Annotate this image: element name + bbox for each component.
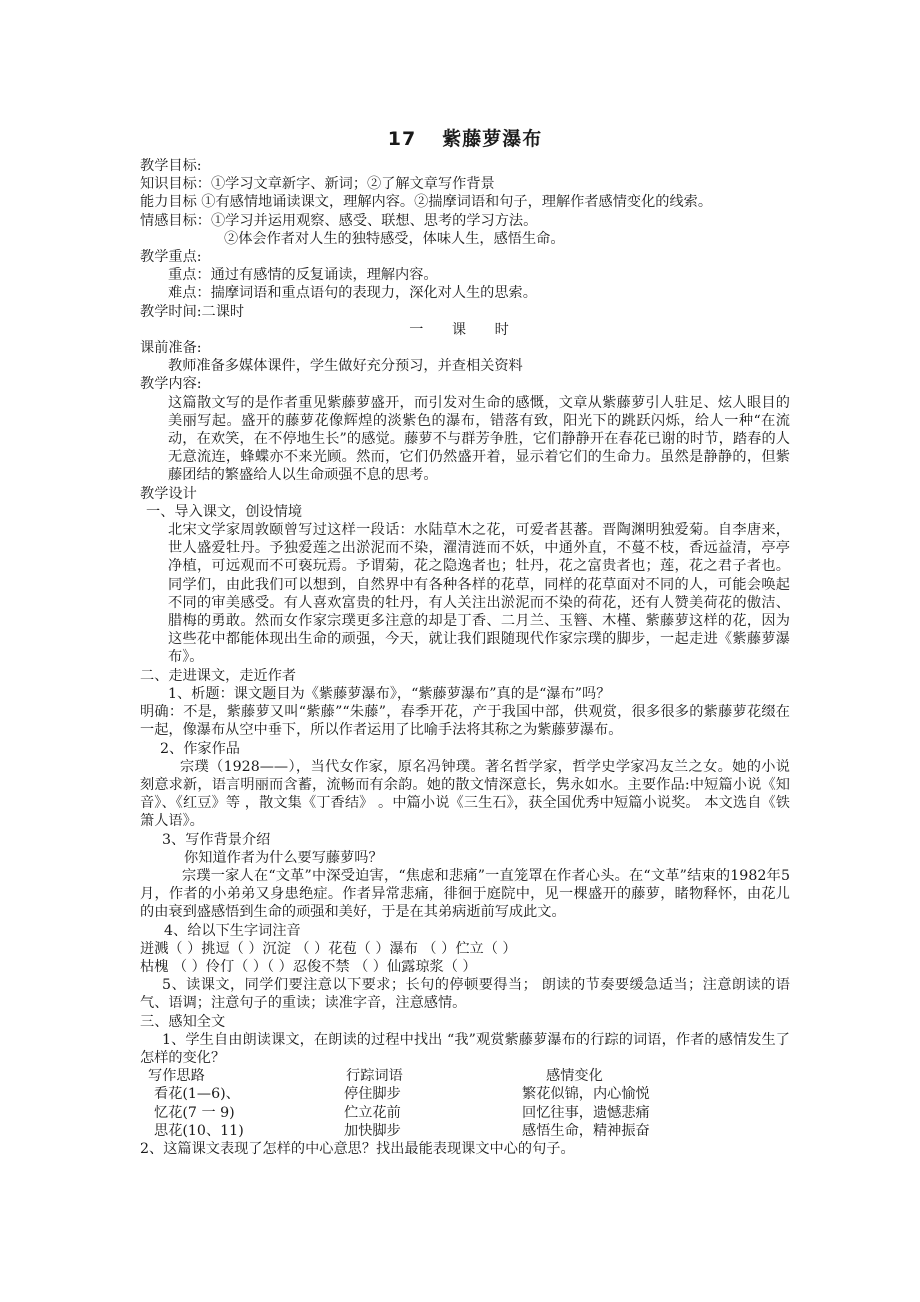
table-cell: 感悟生命，精神振奋 xyxy=(522,1122,650,1139)
content-paragraph: 这篇散文写的是作者重见紫藤萝盛开，而引发对生命的感慨，文章从紫藤萝引人驻足、炫人眼目的美丽写起。盛开的藤萝花像辉煌的淡紫色的瀑布，错落有致，阳光下的跳跃闪烁，给人一种“在流动，在欢笑，在不停地生长”的感觉。藤萝不与群芳争胜，它们静静开在春花已谢的时节，踏春的人无意流连，蜂蝶亦不来光顾。然而，它们仍然盛开着，显示着它们的生命力。虽然是静静的，但紫藤团结的繁盛给人以生命顽强不息的思考。 xyxy=(168,394,790,484)
design-heading: 教学设计 xyxy=(140,485,197,502)
goal-ability: 能力目标 ①有感情地诵读课文，理解内容。②揣摩词语和句子，理解作者感情变化的线索。 xyxy=(140,194,713,211)
section-2-question-4: 4、给以下生字词注音 xyxy=(164,922,301,939)
teaching-time: 教学时间:二课时 xyxy=(140,303,245,320)
title-number: 17 xyxy=(387,128,417,150)
focus-heading: 教学重点: xyxy=(140,249,202,266)
content-heading: 教学内容: xyxy=(140,376,202,393)
table-cell: 繁花似锦，内心愉悦 xyxy=(522,1086,650,1103)
section-2-question-5: 5、读课文，同学们要注意以下要求；长句的停顿要得当； 朗读的节奏要缓急适当；注意朗读的语气、语调；注意句子的重读；读准字音，注意感情。 xyxy=(140,977,790,1012)
table-cell: 加快脚步 xyxy=(344,1122,401,1139)
table-header-cell: 行踪词语 xyxy=(346,1068,403,1085)
table-cell: 思花(10、11) xyxy=(154,1122,244,1139)
goal-knowledge: 知识目标：①学习文章新字、新词；②了解文章写作背景 xyxy=(140,176,495,193)
vocab-line-2: 枯槐 （ ）伶仃（ ）（ ）忍俊不禁 （ ）仙露琼浆（ ） xyxy=(140,958,477,975)
table-cell: 看花(1—6)、 xyxy=(154,1086,240,1103)
goals-heading: 教学目标: xyxy=(140,158,202,174)
goal-emotion-1: 情感目标：①学习并运用观察、感受、联想、思考的学习方法。 xyxy=(140,212,538,229)
section-2-question-3: 3、写作背景介绍 xyxy=(162,831,271,848)
section-3-question-2: 2、这篇课文表现了怎样的中心意思？找出最能表现课文中心的句子。 xyxy=(140,1140,575,1157)
section-2-answer-2: 宗璞（1928——），当代女作家，原名冯钟璞。著名哲学家，哲学史学家冯友兰之女。她的小说刻意求新，语言明丽而含蓄，流畅而有余韵。她的散文情深意长，隽永如水。主要作品:中短篇小说《知音》、《红豆》等 ，散文集《丁香结》 。中篇小说《三生石》，获全国优秀中短篇小说奖。 本文选自《铁箫人语》。 xyxy=(140,758,790,830)
table-header-cell: 感情变化 xyxy=(546,1068,603,1085)
title-text: 紫藤萝瀑布 xyxy=(442,128,543,150)
table-row xyxy=(140,1122,790,1140)
focus-difficult: 难点：揣摩词语和重点语句的表现力，深化对人生的思索。 xyxy=(168,285,537,302)
vocab-line-1: 迸溅（ ）挑逗（ ）沉淀 （ ）花苞（ ）瀑布 （ ）伫立（ ） xyxy=(140,940,517,957)
section-2-answer-3: 宗璞一家人在“文革”中深受迫害，“焦虑和悲痛”一直笼罩在作者心头。在“文革”结束的1982年5月，作者的小弟弟又身患绝症。作者异常悲痛，徘徊于庭院中，见一棵盛开的藤萝，睹物释怀，由花儿的由衰到盛感悟到生命的顽强和美好，于是在其弟病逝前写成此文。 xyxy=(140,867,790,921)
table-cell: 回忆往事，遗憾悲痛 xyxy=(522,1104,650,1121)
goal-emotion-2: ②体会作者对人生的独特感受，体味人生，感悟生命。 xyxy=(224,230,565,247)
table-header-cell: 写作思路 xyxy=(148,1068,205,1085)
section-1-paragraph: 北宋文学家周敦颐曾写过这样一段话：水陆草木之花，可爱者甚蕃。晋陶渊明独爱菊。自李唐来，世人盛爱牡丹。予独爱莲之出淤泥而不染，濯清涟而不妖，中通外直，不蔓不枝，香远益清，亭亭净植，可远观而不可亵玩焉。予谓菊，花之隐逸者也；牡丹，花之富贵者也；莲，花之君子者也。同学们，由此我们可以想到，自然界中有各种各样的花草，同样的花草面对不同的人，可能会唤起不同的审美感受。有人喜欢富贵的牡丹，有人关注出淤泥而不染的荷花，还有人赞美荷花的傲洁、腊梅的勇敢。然而女作家宗璞更多注意的却是丁香、二月兰、玉簪、木槿、紫藤萝这样的花，因为这些花中都能体现出生命的顽强，今天，就让我们跟随现代作家宗璞的脚步，一起走进《紫藤萝瀑布》。 xyxy=(168,522,790,666)
section-2-answer-1: 明确：不是，紫藤萝又叫“紫藤”“朱藤”，春季开花，产于我国中部，供观赏，很多很多的紫藤萝花缀在一起，像瀑布从空中垂下，所以作者运用了比喻手法将其称之为紫藤萝瀑布。 xyxy=(140,704,790,739)
prep-heading: 课前准备: xyxy=(140,340,202,357)
table-cell: 忆花(7 一 9) xyxy=(154,1104,235,1121)
section-2-question-3-ask: 你知道作者为什么要写藤萝吗？ xyxy=(184,849,383,866)
section-3-heading: 三、感知全文 xyxy=(140,1013,226,1030)
section-3-question-1: 1、学生自由朗读课文，在朗读的过程中找出 “我”观赏紫藤萝瀑布的行踪的词语，作者的感情发生了怎样的变化？ xyxy=(140,1031,790,1066)
document-body xyxy=(140,157,790,1158)
table-row xyxy=(140,1085,790,1103)
trail-table-header xyxy=(140,1067,790,1085)
section-1-heading: 一、导入课文，创设情境 xyxy=(146,503,303,520)
section-2-question-1: 1、析题：课文题目为《紫藤萝瀑布》，“紫藤萝瀑布”真的是“瀑布”吗？ xyxy=(168,685,611,702)
document-title xyxy=(140,124,790,151)
prep-text: 教师准备多媒体课件，学生做好充分预习，并查相关资料 xyxy=(168,358,523,375)
lesson-heading: 一 课 时 xyxy=(409,321,521,338)
focus-key: 重点：通过有感情的反复诵读，理解内容。 xyxy=(168,267,438,284)
table-cell: 伫立花前 xyxy=(344,1104,401,1121)
table-cell: 停住脚步 xyxy=(344,1086,401,1103)
section-2-heading: 二、走进课文，走近作者 xyxy=(140,667,297,684)
table-row xyxy=(140,1104,790,1122)
section-2-question-2: 2、作家作品 xyxy=(160,740,240,757)
